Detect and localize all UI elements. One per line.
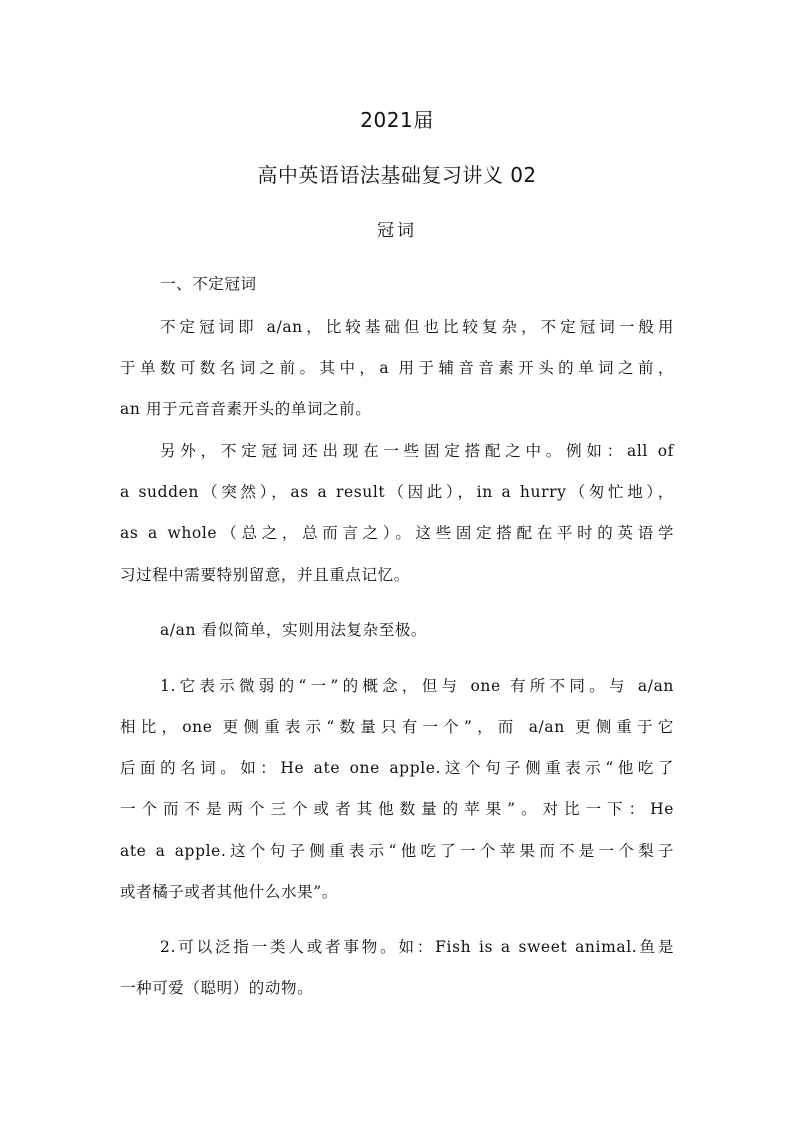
- paragraph-line: 习过程中需要特别留意，并且重点记忆。: [120, 566, 410, 584]
- paragraph-line: 或者橘子或者其他什么水果”。: [120, 883, 338, 901]
- document-subtitle: 冠词: [377, 221, 417, 241]
- document-year: 2021届: [360, 108, 434, 132]
- paragraph-line: as a whole（总之，总而言之）。这些固定搭配在平时的英语学: [120, 524, 674, 542]
- paragraph-line: 于单数可数名词之前。其中，a 用于辅音音素开头的单词之前，: [120, 359, 674, 377]
- paragraph-line: 相比，one 更侧重表示“数量只有一个”，而 a/an 更侧重于它: [120, 718, 674, 736]
- paragraph-line: an 用于元音音素开头的单词之前。: [120, 400, 372, 418]
- paragraph-line: 一个而不是两个三个或者其他数量的苹果”。对比一下：He: [120, 800, 674, 818]
- paragraph-line: 另外，不定冠词还出现在一些固定搭配之中。例如：all of: [160, 442, 674, 460]
- paragraph-line: a/an 看似简单，实则用法复杂至极。: [160, 621, 428, 639]
- paragraph-line: 一种可爱（聪明）的动物。: [120, 979, 314, 997]
- paragraph-line: 不定冠词即 a/an，比较基础但也比较复杂，不定冠词一般用: [160, 318, 674, 336]
- paragraph-line: 2.可以泛指一类人或者事物。如：Fish is a sweet animal.鱼是: [160, 938, 674, 956]
- paragraph-line: 1.它表示微弱的“一”的概念，但与 one 有所不同。与 a/an: [160, 677, 674, 695]
- section-heading: 一、不定冠词: [160, 275, 257, 293]
- paragraph-line: a sudden（突然），as a result（因此），in a hurry（匆忙地），: [120, 483, 674, 501]
- paragraph-line: ate a apple.这个句子侧重表示“他吃了一个苹果而不是一个梨子: [120, 842, 674, 860]
- paragraph-line: 后面的名词。如：He ate one apple.这个句子侧重表示“他吃了: [120, 759, 674, 777]
- document-title: 高中英语语法基础复习讲义 02: [257, 163, 537, 187]
